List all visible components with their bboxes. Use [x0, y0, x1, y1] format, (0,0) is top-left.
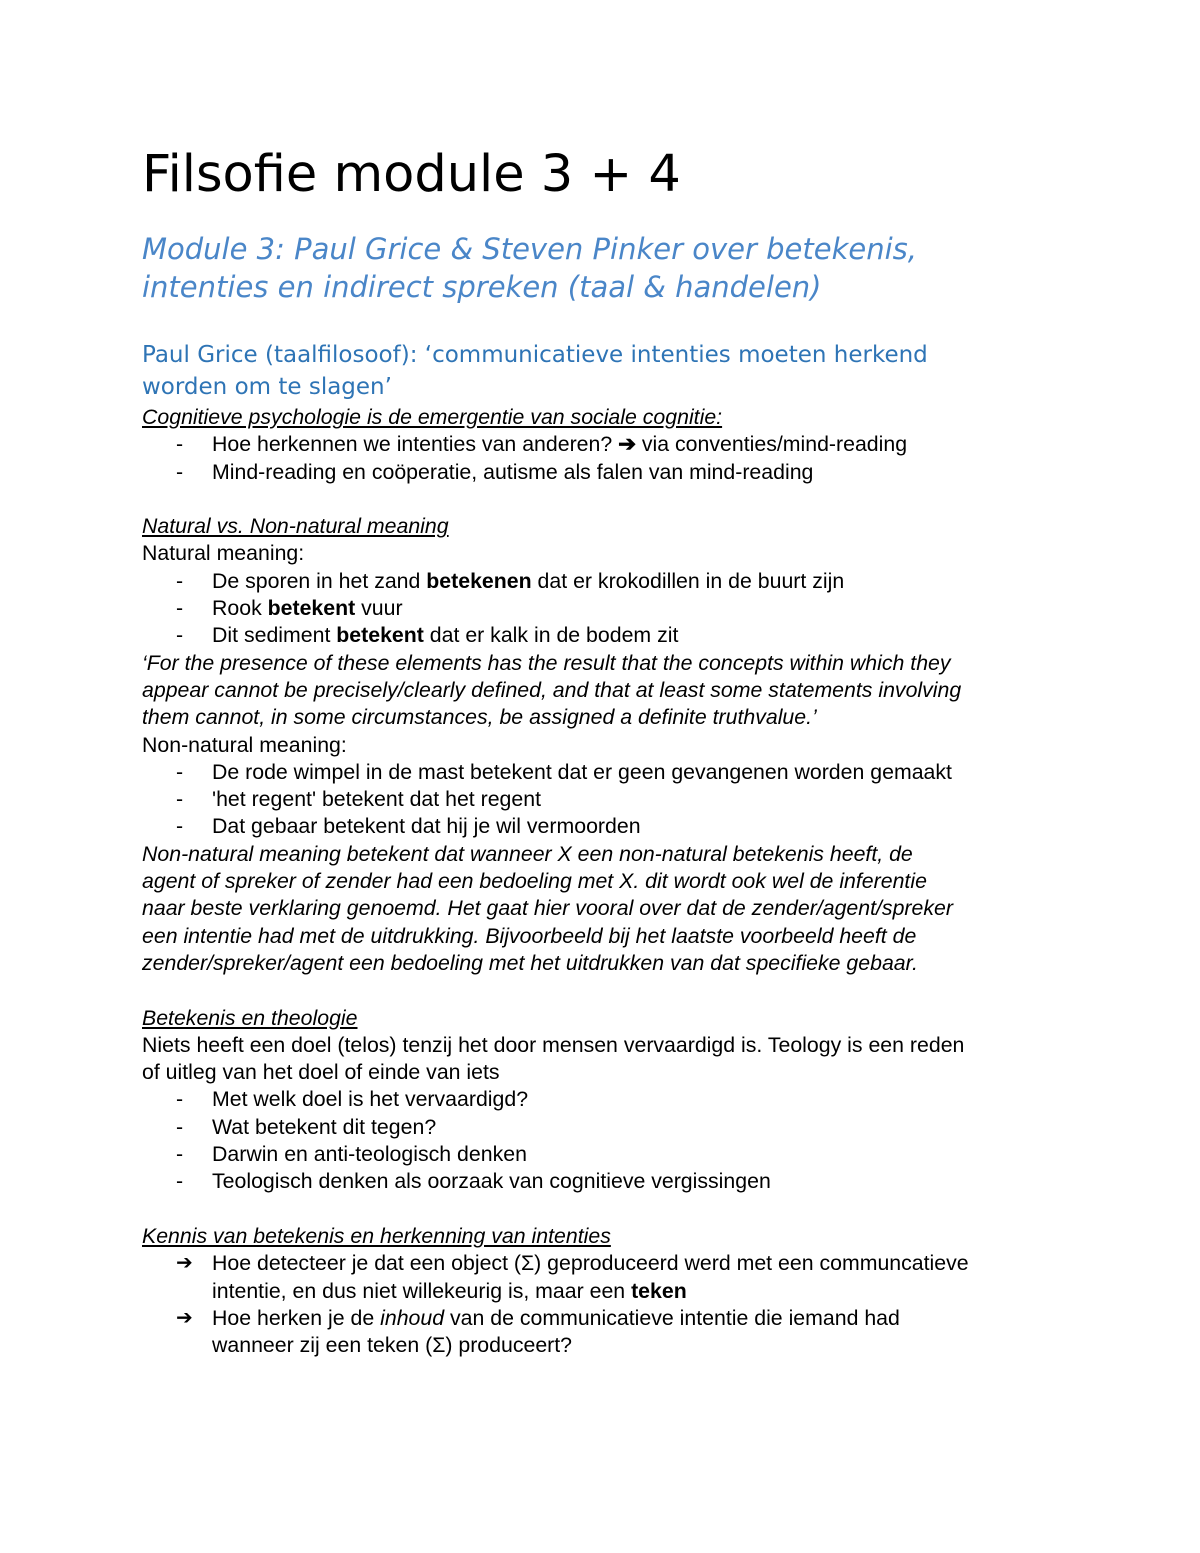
- dash-bullet: -: [176, 1169, 184, 1194]
- list-item: ➔ Hoe herken je de inhoud van de communicatieve intentie die iemand had: [142, 1305, 1062, 1332]
- nonnatural-label: Non-natural meaning:: [142, 732, 347, 757]
- module-heading-line-2: intenties en indirect spreken (taal & handelen): [142, 270, 822, 304]
- cognitive-heading: Cognitieve psychologie is de emergentie van sociale cognitie:: [142, 405, 723, 429]
- quote-line: appear cannot be precisely/clearly defined, and that at least some statements involving: [142, 677, 962, 702]
- natural-heading: Natural vs. Non-natural meaning: [142, 514, 449, 539]
- explanation-line: een intentie had met de uitdrukking. Bijvoorbeeld bij het laatste voorbeeld heeft de: [142, 923, 917, 948]
- dash-bullet: -: [176, 787, 184, 812]
- list-item: - Dat gebaar betekent dat hij je wil vermoorden: [142, 813, 1062, 840]
- document-page: [142, 140, 1062, 1359]
- explanation-line: zender/spreker/agent een bedoeling met het uitdrukken van dat specifieke gebaar.: [142, 950, 918, 975]
- list-item: - De rode wimpel in de mast betekent dat er geen gevangenen worden gemaakt: [142, 759, 1062, 786]
- document-title: Filsofie module 3 + 4: [142, 145, 681, 204]
- module-heading-line-1: Module 3: Paul Grice & Steven Pinker over betekenis,: [142, 232, 917, 266]
- dash-bullet: -: [176, 1114, 184, 1139]
- quote-line: ‘For the presence of these elements has the result that the concepts within which they: [142, 650, 951, 675]
- dash-bullet: -: [176, 1087, 184, 1112]
- dash-bullet: -: [176, 596, 184, 621]
- arrow-right-icon: ➔: [176, 1252, 193, 1275]
- quote-line: them cannot, in some circumstances, be assigned a definite truthvalue.’: [142, 705, 817, 730]
- grice-heading-line-2: worden om te slagen’: [142, 374, 392, 400]
- list-item-continuation: wanneer zij een teken (Σ) produceert?: [212, 1333, 573, 1358]
- list-item: - Met welk doel is het vervaardigd?: [142, 1086, 1062, 1113]
- arrow-right-icon: ➔: [176, 1306, 193, 1329]
- module-heading: [142, 230, 1062, 306]
- list-item-continuation: intentie, en dus niet willekeurig is, maar een teken: [212, 1278, 687, 1303]
- grice-heading: [142, 339, 1062, 403]
- grice-heading-line-1: Paul Grice (taalfilosoof): ‘communicatieve intenties moeten herkend: [142, 342, 928, 368]
- list-item: - 'het regent' betekent dat het regent: [142, 786, 1062, 813]
- dash-bullet: -: [176, 814, 184, 839]
- list-item: - De sporen in het zand betekenen dat er krokodillen in de buurt zijn: [142, 568, 1062, 595]
- theology-heading: Betekenis en theologie: [142, 1005, 358, 1030]
- arrow-right-icon: ➔: [618, 432, 636, 457]
- list-item: - Rook betekent vuur: [142, 595, 1062, 622]
- dash-bullet: -: [176, 568, 184, 593]
- explanation-line: naar beste verklaring genoemd. Het gaat hier vooral over dat de zender/agent/spreker: [142, 896, 953, 921]
- dash-bullet: -: [176, 1142, 184, 1167]
- list-item: ➔ Hoe detecteer je dat een object (Σ) geproduceerd werd met een communcatieve: [142, 1250, 1062, 1277]
- list-item: - Darwin en anti-teologisch denken: [142, 1141, 1062, 1168]
- dash-bullet: -: [176, 459, 184, 484]
- theology-text-line: of uitleg van het doel of einde van iets: [142, 1060, 500, 1085]
- knowledge-heading: Kennis van betekenis en herkenning van intenties: [142, 1223, 611, 1248]
- list-item: - Teologisch denken als oorzaak van cognitieve vergissingen: [142, 1168, 1062, 1195]
- theology-text-line: Niets heeft een doel (telos) tenzij het door mensen vervaardigd is. Teology is een reden: [142, 1032, 965, 1057]
- dash-bullet: -: [176, 759, 184, 784]
- cognitive-section: [142, 404, 1062, 1359]
- dash-bullet: -: [176, 432, 184, 457]
- natural-label: Natural meaning:: [142, 541, 305, 566]
- explanation-line: agent of spreker of zender had een bedoeling met X. dit wordt ook wel de inferentie: [142, 869, 927, 894]
- explanation-line: Non-natural meaning betekent dat wanneer X een non-natural betekenis heeft, de: [142, 841, 913, 866]
- list-item: - Wat betekent dit tegen?: [142, 1114, 1062, 1141]
- list-item: - Mind-reading en coöperatie, autisme als falen van mind-reading: [142, 459, 1062, 486]
- list-item: - Hoe herkennen we intenties van anderen? ➔ via conventies/mind-reading: [142, 431, 1062, 458]
- list-item: - Dit sediment betekent dat er kalk in de bodem zit: [142, 622, 1062, 649]
- dash-bullet: -: [176, 623, 184, 648]
